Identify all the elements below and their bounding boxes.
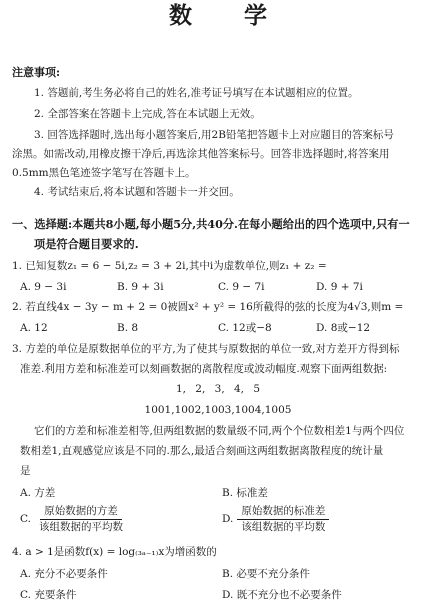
q2-option-a: A. 12: [20, 322, 48, 334]
fraction-denominator: 该组数据的平均数: [39, 521, 123, 534]
q4-option-d: D. 既不充分也不必要条件: [222, 589, 342, 601]
question-3-line: 3. 方差的单位是原数据单位的平方,为了使其与原数据的单位一致,对方差开方得到标: [12, 343, 400, 355]
notice-line: 涂黑。如需改动,用橡皮擦干净后,再选涂其他答案标号。回答非选择题时,将答案用: [12, 148, 390, 160]
question-3-line: 准差.利用方差和标准差可以刻画数据的离散程度或波动幅度.观察下面两组数据:: [20, 363, 388, 375]
notice-line: 2. 全部答案在答题卡上完成,答在本试题上无效。: [34, 108, 261, 120]
notice-line: 0.5mm黑色笔迹签字笔写在答题卡上。: [12, 167, 196, 179]
data-set-1: 1, 2, 3, 4, 5: [175, 383, 261, 395]
q3-option-d-label: D.: [222, 513, 234, 526]
q3-option-a: A. 方差: [20, 487, 56, 499]
question-3-line: 是: [20, 465, 31, 477]
fraction-denominator: 该组数据的平均数: [241, 521, 326, 534]
notice-line: 3. 回答选择题时,选出每小题答案后,用2B铅笔把答题卡上对应题目的答案标号: [34, 129, 394, 141]
notice-line: 4. 考试结束后,将本试题和答题卡一并交回。: [34, 186, 240, 198]
question-4-stem: 4. a > 1是函数f(x) = log₍₃ₐ₋₁₎x为增函数的: [12, 546, 217, 558]
notice-heading: 注意事项:: [12, 66, 61, 79]
notice-line: 1. 答题前,考生务必将自己的姓名,准考证号填写在本试题相应的位置。: [34, 87, 359, 99]
question-3-line: 数相差1,直观感觉应该是不同的.那么,最适合刻画这两组数据离散程度的统计量: [20, 445, 384, 457]
q3-option-b: B. 标准差: [222, 487, 268, 499]
question-1-stem: 1. 已知复数z₁ = 6 − 5i,z₂ = 3 + 2i,其中i为虚数单位,则z₁ + z₂ =: [12, 260, 327, 272]
q4-option-c: C. 充要条件: [20, 589, 77, 601]
section-heading-cont: 项是符合题目要求的.: [34, 237, 139, 251]
fraction-numerator: 原始数据的方差: [40, 505, 122, 520]
q1-option-a: A. 9 − 3i: [20, 281, 67, 293]
page-title: 数 学: [168, 2, 289, 29]
q2-option-c: C. 12或−8: [218, 322, 272, 334]
q3-option-d: [222, 505, 329, 534]
data-set-2: 1001,1002,1003,1004,1005: [144, 404, 292, 416]
q3-option-c: [20, 505, 127, 534]
q2-option-d: D. 8或−12: [316, 322, 371, 334]
q3-option-c-fraction: [35, 505, 127, 534]
fraction-numerator: 原始数据的标准差: [237, 505, 329, 520]
section-heading: 一、选择题:本题共8小题,每小题5分,共40分.在每小题给出的四个选项中,只有一: [12, 217, 410, 231]
question-2-stem: 2. 若直线4x − 3y − m + 2 = 0被圆x² + y² = 16所截得的弦的长度为4√3,则m =: [12, 301, 404, 313]
q2-option-b: B. 8: [117, 322, 139, 334]
q1-option-d: D. 9 + 7i: [316, 281, 363, 293]
q3-option-c-label: C.: [20, 513, 31, 526]
question-3-line: 它们的方差和标准差相等,但两组数据的数量级不同,两个个位数相差1与两个四位: [34, 425, 405, 437]
q1-option-b: B. 9 + 3i: [117, 281, 164, 293]
q3-option-d-fraction: [237, 505, 329, 534]
q4-option-b: B. 必要不充分条件: [222, 568, 310, 580]
q4-option-a: A. 充分不必要条件: [20, 568, 108, 580]
q1-option-c: C. 9 − 7i: [218, 281, 265, 293]
